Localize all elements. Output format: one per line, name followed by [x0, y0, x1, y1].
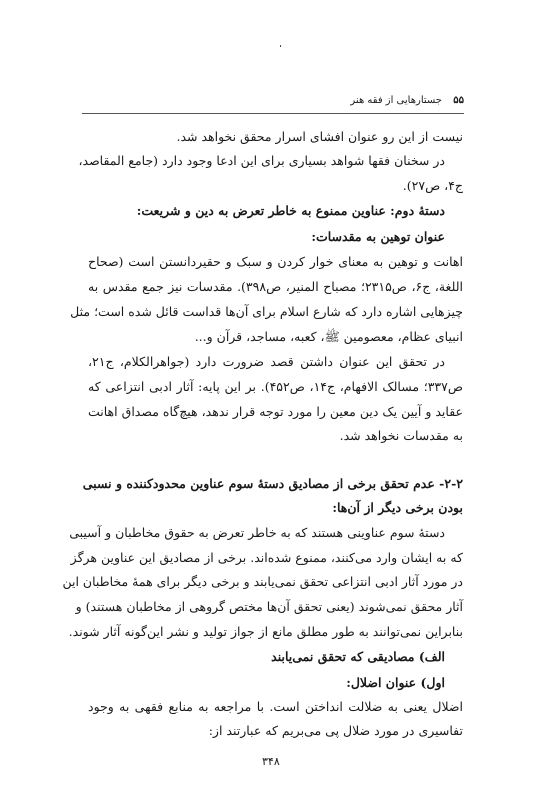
body-line: تفاسیری در مورد ضلال پی می‌بریم که عبارتند از: [208, 723, 463, 738]
header-ornament: ۵۵ [453, 95, 464, 106]
body-line: عقاید و آیین یک دین معین را مورد توجه قرار ندهد، هیچ‌گاه مصداق اهانت [88, 404, 463, 419]
body-line: دستهٔ سوم عناوینی هستند که به خاطر تعرض به حقوق مخاطبان و آسیبی [69, 525, 445, 540]
body-line: نیست از این رو عنوان افشای اسرار محقق نخواهد شد. [176, 129, 463, 144]
body-line: ج۴، ص۲۷). [402, 178, 463, 193]
body-line: اضلال یعنی به ضلالت انداختن است. با مراجعه به منابع فقهی به وجود [88, 699, 463, 714]
running-title: جستارهایی از فقه هنر [350, 95, 442, 106]
body-line: در تحقق این عنوان داشتن قصد ضرورت دارد (جواهرالکلام، ج۲۱، [88, 354, 445, 369]
body-line: در سخنان فقها شواهد بسیاری برای این ادعا وجود دارد (جامع المقاصد، [78, 153, 445, 168]
body-line: آثار محقق نمی‌شوند (یعنی تحقق آن‌ها مختص گروهی از مخاطبان هستند) و [75, 599, 463, 614]
running-header [82, 95, 464, 111]
subsection-heading: اول) عنوان اضلال: [346, 675, 445, 690]
subsection-heading: عنوان توهین به مقدسات: [311, 229, 445, 244]
top-mark: ، [279, 40, 282, 50]
body-line: اهانت و توهین به معنای خوار کردن و سبک و حقیردانستن است (صحاح [88, 254, 463, 269]
body-line: انبیای عظام، معصومین ﷺ، کعبه، مساجد، قرآن و... [194, 329, 463, 344]
body-line: ص۳۳۷؛ مسالک الافهام، ج۱۴، ص۴۵۲). بر این پایه: آثار ادبی انتزاعی که [88, 379, 463, 394]
page-number: ۳۴۸ [262, 755, 280, 768]
header-rule [82, 113, 464, 114]
section-heading-continued: بودن برخی دیگر از آن‌ها: [332, 500, 463, 515]
body-line: اللغة، ج۶، ص۲۳۱۵؛ مصباح المنیر، ص۳۹۸). مقدسات نیز جمع مقدس به [88, 279, 463, 294]
body-line: در مورد آثار ادبی انتزاعی تحقق نمی‌یابند و برخی دیگر برای همهٔ مخاطبان این [62, 574, 463, 589]
section-heading: ۲-۲- عدم تحقق برخی از مصادیق دستهٔ سوم عناوین محدودکننده و نسبی [82, 476, 463, 491]
body-line: به مقدسات نخواهد شد. [339, 428, 463, 443]
section-heading: دستهٔ دوم: عناوین ممنوع به خاطر تعرض به دین و شریعت: [136, 203, 445, 218]
subsection-heading: الف) مصادیقی که تحقق نمی‌یابند [271, 649, 445, 664]
body-line: چیزهایی اشاره دارد که شارع اسلام برای آن‌ها قداست قائل شده است؛ مثل [70, 304, 463, 319]
body-line: بنابراین نمی‌توانند به طور مطلق مانع از جواز تولید و نشر این‌گونه آثار شوند. [68, 624, 463, 639]
body-line: که به ایشان وارد می‌کنند، ممنوع شده‌اند. برخی از مصادیق این عناوین هرگز [70, 550, 463, 565]
